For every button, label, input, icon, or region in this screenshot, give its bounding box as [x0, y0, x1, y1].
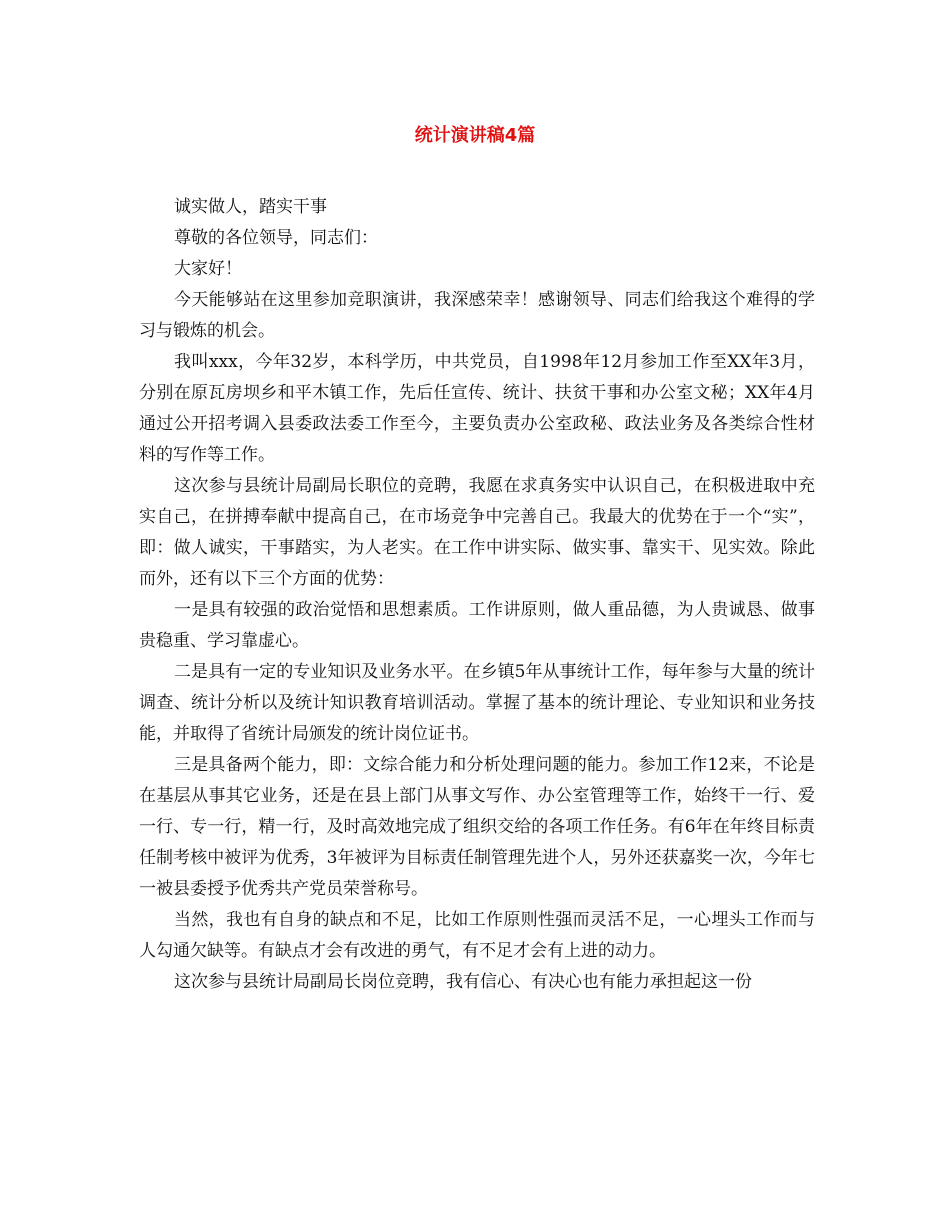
paragraph-background: 我叫xxx，今年32岁，本科学历，中共党员，自1998年12月参加工作至XX年3月，分别在原瓦房坝乡和平木镇工作，先后任宣传、统计、扶贫干事和办公室文秘；XX年4月通过公开招考调入县委政法委工作至今，主要负责办公室政秘、政法业务及各类综合性材料的写作等工作。: [139, 352, 815, 465]
paragraph-strength-2: 二是具有一定的专业知识及业务水平。在乡镇5年从事统计工作，每年参与大量的统计调查、统计分析以及统计知识教育培训活动。掌握了基本的统计理论、专业知识和业务技能，并取得了省统计局颁发的统计岗位证书。: [139, 662, 815, 744]
paragraph-motto: 诚实做人，踏实干事: [174, 197, 327, 217]
paragraph-motivation: 这次参与县统计局副局长职位的竞聘，我愿在求真务实中认识自己，在积极进取中充实自己，在拼搏奉献中提高自己，在市场竞争中完善自己。我最大的优势在于一个“实”，即：做人诚实，干事踏实，为人老实。在工作中讲实际、做实事、靠实干、见实效。除此而外，还有以下三个方面的优势：: [139, 476, 815, 589]
paragraph-salutation: 尊敬的各位领导，同志们：: [174, 228, 378, 248]
paragraph-greeting: 大家好！: [174, 259, 242, 279]
paragraph-intro: 今天能够站在这里参加竞职演讲，我深感荣幸！感谢领导、同志们给我这个难得的学习与锻炼的机会。: [139, 290, 815, 341]
paragraph-conclusion: 这次参与县统计局副局长岗位竞聘，我有信心、有决心也有能力承担起这一份: [174, 972, 752, 992]
document-body: [139, 192, 815, 998]
paragraph-weakness: 当然，我也有自身的缺点和不足，比如工作原则性强而灵活不足，一心埋头工作而与人勾通欠缺等。有缺点才会有改进的勇气，有不足才会有上进的动力。: [139, 910, 815, 961]
document-title: 统计演讲稿4篇: [414, 125, 536, 146]
paragraph-strength-1: 一是具有较强的政治觉悟和思想素质。工作讲原则，做人重品德，为人贵诚恳、做事贵稳重、学习靠虚心。: [139, 600, 815, 651]
paragraph-strength-3: 三是具备两个能力，即：文综合能力和分析处理问题的能力。参加工作12来，不论是在基层从事其它业务，还是在县上部门从事文写作、办公室管理等工作，始终干一行、爱一行、专一行，精一行，及时高效地完成了组织交给的各项工作任务。有6年在年终目标责任制考核中被评为优秀，3年被评为目标责任制管理先进个人，另外还获嘉奖一次，今年七一被县委授予优秀共产党员荣誉称号。: [139, 755, 815, 899]
